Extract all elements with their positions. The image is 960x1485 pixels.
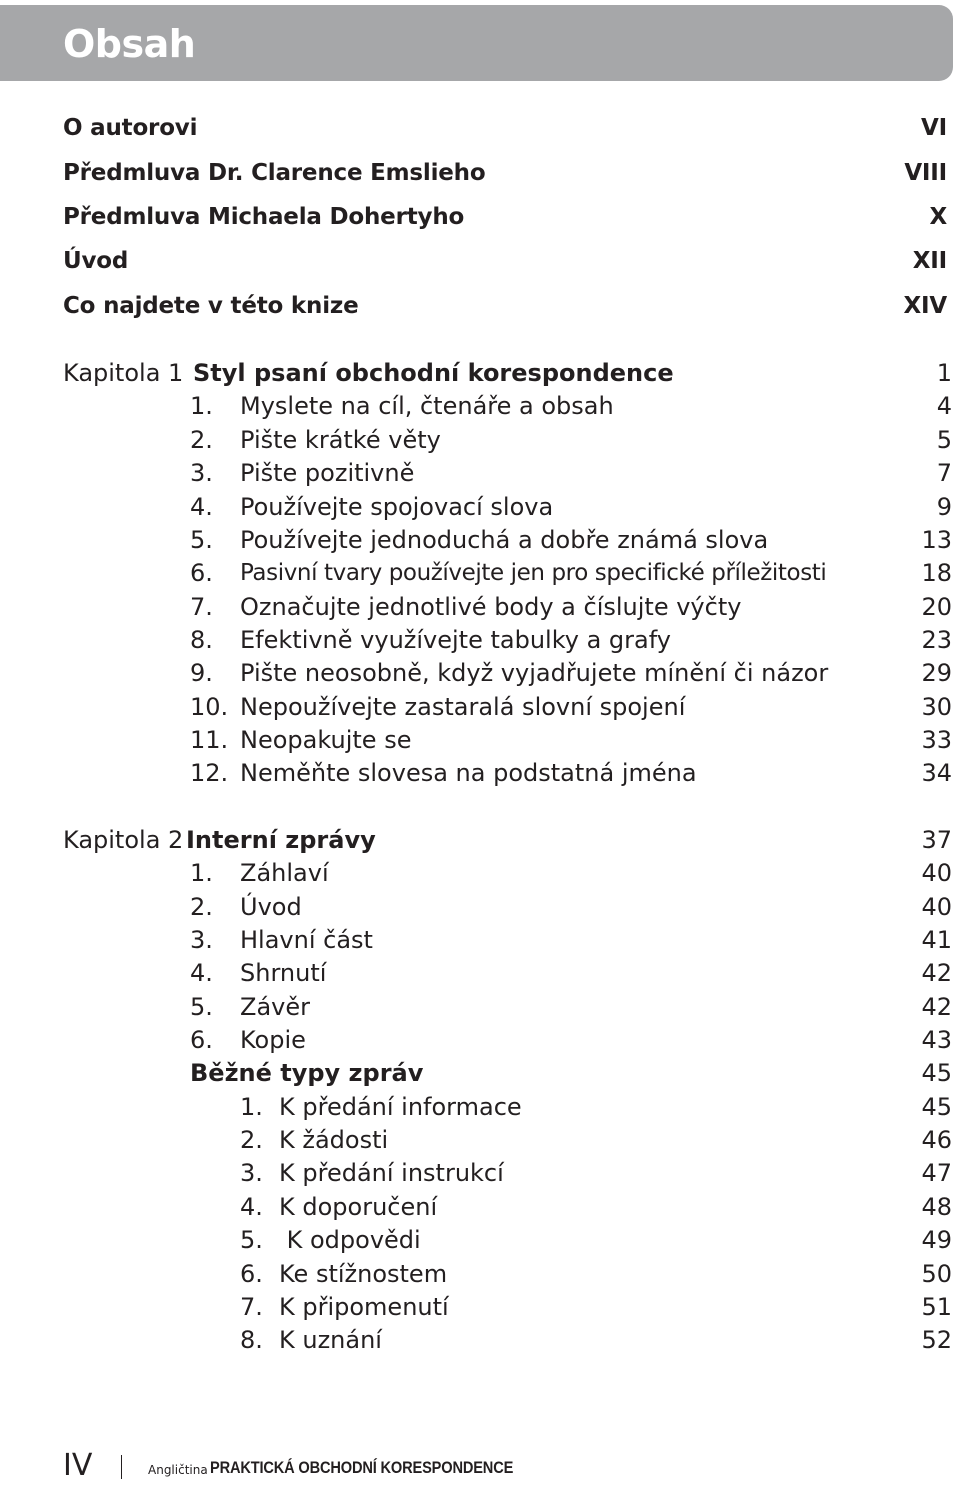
toc-entry[interactable] [0,1124,960,1156]
section-title: Běžné typy zpráv [190,1059,424,1087]
toc-entry-title: Co najdete v této knize [63,293,359,319]
toc-section[interactable] [0,1057,960,1089]
toc-entry-page: XII [912,248,947,274]
toc-entry-title: Pište pozitivně [240,459,415,487]
toc-entry-page: 7 [936,459,952,487]
toc-entry-page: 20 [921,593,952,621]
toc-entry-page: 29 [921,659,952,687]
toc-entry-number: 6. [240,1260,263,1288]
toc-entry-page: 49 [921,1226,952,1254]
toc-entry-front-matter[interactable] [0,112,960,144]
toc-entry-number: 6. [190,1026,213,1054]
toc-entry-page: 41 [921,926,952,954]
toc-entry-title: K žádosti [279,1126,389,1154]
footer-book-title: PRAKTICKÁ OBCHODNÍ KORESPONDENCE [210,1458,514,1477]
section-page: 45 [921,1059,952,1087]
toc-entry[interactable] [0,624,960,656]
toc-entry-page: 42 [921,959,952,987]
toc-entry-page: 47 [921,1159,952,1187]
toc-entry[interactable] [0,390,960,422]
toc-entry-number: 5. [190,526,213,554]
toc-entry-title: Efektivně využívejte tabulky a grafy [240,626,671,654]
toc-entry[interactable] [0,757,960,789]
toc-entry-title: Ke stížnostem [279,1260,448,1288]
toc-entry-title: Hlavní část [240,926,373,954]
toc-entry-front-matter[interactable] [0,245,960,277]
toc-entry[interactable] [0,1157,960,1189]
toc-entry-number: 9. [190,659,213,687]
toc-entry[interactable] [0,1191,960,1223]
toc-entry-number: 5. [190,993,213,1021]
chapter-page: 1 [936,359,952,387]
page-number: IV [63,1448,93,1483]
toc-entry[interactable] [0,524,960,556]
toc-entry-page: XIV [903,293,947,319]
toc-entry-page: 52 [921,1326,952,1354]
toc-entry-page: 4 [936,392,952,420]
toc-entry-title: Pasivní tvary používejte jen pro specifické příležitosti [240,560,827,586]
toc-entry-page: 40 [921,893,952,921]
toc-entry-page: 13 [921,526,952,554]
toc-entry-page: X [929,204,947,230]
toc-entry[interactable] [0,1324,960,1356]
toc-entry-page: 23 [921,626,952,654]
page-title: Obsah [63,22,196,66]
toc-entry-page: 45 [921,1093,952,1121]
toc-entry-title: K uznání [279,1326,382,1354]
toc-entry-title: Předmluva Dr. Clarence Emslieho [63,160,486,186]
toc-entry-title: K doporučení [279,1193,438,1221]
toc-entry-title: Závěr [240,993,310,1021]
toc-entry-number: 8. [190,626,213,654]
toc-entry-title: Označujte jednotlivé body a číslujte výčty [240,593,742,621]
toc-entry[interactable] [0,924,960,956]
toc-entry-title: O autorovi [63,115,198,141]
toc-entry[interactable] [0,1224,960,1256]
toc-entry-title: Shrnutí [240,959,327,987]
toc-entry-title: Pište neosobně, když vyjadřujete mínění či názor [240,659,829,687]
toc-entry[interactable] [0,1091,960,1123]
toc-entry[interactable] [0,491,960,523]
toc-entry-title: Záhlaví [240,859,329,887]
toc-entry-front-matter[interactable] [0,157,960,189]
toc-entry[interactable] [0,1258,960,1290]
toc-entry[interactable] [0,591,960,623]
toc-entry-number: 8. [240,1326,263,1354]
page-footer [0,1445,960,1485]
toc-entry-page: 34 [921,759,952,787]
chapter-title: Interní zprávy [186,826,376,854]
toc-entry-page: VIII [904,160,947,186]
toc-entry-title: K předání informace [279,1093,522,1121]
toc-entry-page: 40 [921,859,952,887]
toc-entry-page: 42 [921,993,952,1021]
footer-divider [121,1455,122,1479]
chapter-title: Styl psaní obchodní korespondence [193,359,674,387]
toc-entry-number: 2. [190,893,213,921]
toc-entry[interactable] [0,724,960,756]
toc-entry-title: Neměňte slovesa na podstatná jména [240,759,697,787]
chapter-page: 37 [921,826,952,854]
toc-entry-title: Neopakujte se [240,726,412,754]
toc-entry-page: 46 [921,1126,952,1154]
toc-entry-page: 43 [921,1026,952,1054]
toc-entry[interactable] [0,1291,960,1323]
toc-entry-number: 7. [240,1293,263,1321]
toc-entry-page: 51 [921,1293,952,1321]
toc-entry-number: 3. [190,926,213,954]
toc-entry[interactable] [0,557,960,589]
toc-entry[interactable] [0,424,960,456]
chapter-label: Kapitola 2 [63,826,184,854]
toc-entry-number: 1. [190,392,213,420]
toc-entry-title: K předání instrukcí [279,1159,504,1187]
toc-entry-title: Myslete na cíl, čtenáře a obsah [240,392,614,420]
toc-entry[interactable] [0,957,960,989]
toc-entry[interactable] [0,457,960,489]
toc-entry[interactable] [0,1024,960,1056]
toc-entry-number: 4. [190,959,213,987]
toc-entry-number: 11. [190,726,229,754]
toc-entry-title: K odpovědi [279,1226,421,1254]
toc-entry-number: 6. [190,559,213,587]
toc-entry-number: 4. [190,493,213,521]
toc-entry-title: Nepoužívejte zastaralá slovní spojení [240,693,686,721]
toc-entry-page: 50 [921,1260,952,1288]
toc-entry-page: VI [921,115,947,141]
toc-entry-page: 5 [936,426,952,454]
toc-entry-title: Úvod [240,893,302,921]
toc-entry-page: 18 [921,559,952,587]
toc-entry-page: 30 [921,693,952,721]
toc-entry-number: 1. [190,859,213,887]
chapter-label: Kapitola 1 [63,359,184,387]
toc-entry-page: 48 [921,1193,952,1221]
toc-entry-title: Používejte spojovací slova [240,493,554,521]
toc-entry-number: 5. [240,1226,263,1254]
toc-entry-number: 2. [190,426,213,454]
toc-entry-number: 4. [240,1193,263,1221]
toc-entry[interactable] [0,991,960,1023]
toc-entry-front-matter[interactable] [0,290,960,322]
toc-chapter-1[interactable] [0,357,960,389]
toc-entry-title: Pište krátké věty [240,426,441,454]
toc-entry[interactable] [0,691,960,723]
toc-entry-title: Předmluva Michaela Dohertyho [63,204,465,230]
toc-entry-number: 2. [240,1126,263,1154]
toc-entry-title: Úvod [63,248,129,274]
toc-entry-title: Kopie [240,1026,306,1054]
toc-entry-number: 1. [240,1093,263,1121]
toc-chapter-2[interactable] [0,824,960,856]
toc-entry[interactable] [0,857,960,889]
toc-entry-number: 3. [240,1159,263,1187]
toc-entry-number: 12. [190,759,229,787]
toc-entry-title: Používejte jednoduchá a dobře známá slova [240,526,769,554]
toc-entry-number: 3. [190,459,213,487]
toc-entry-title: K připomenutí [279,1293,449,1321]
footer-subject: Angličtina [148,1463,208,1477]
toc-entry-number: 7. [190,593,213,621]
toc-entry-front-matter[interactable] [0,201,960,233]
toc-entry[interactable] [0,891,960,923]
toc-entry-page: 33 [921,726,952,754]
toc-entry-page: 9 [936,493,952,521]
toc-entry-number: 10. [190,693,229,721]
toc-entry[interactable] [0,657,960,689]
